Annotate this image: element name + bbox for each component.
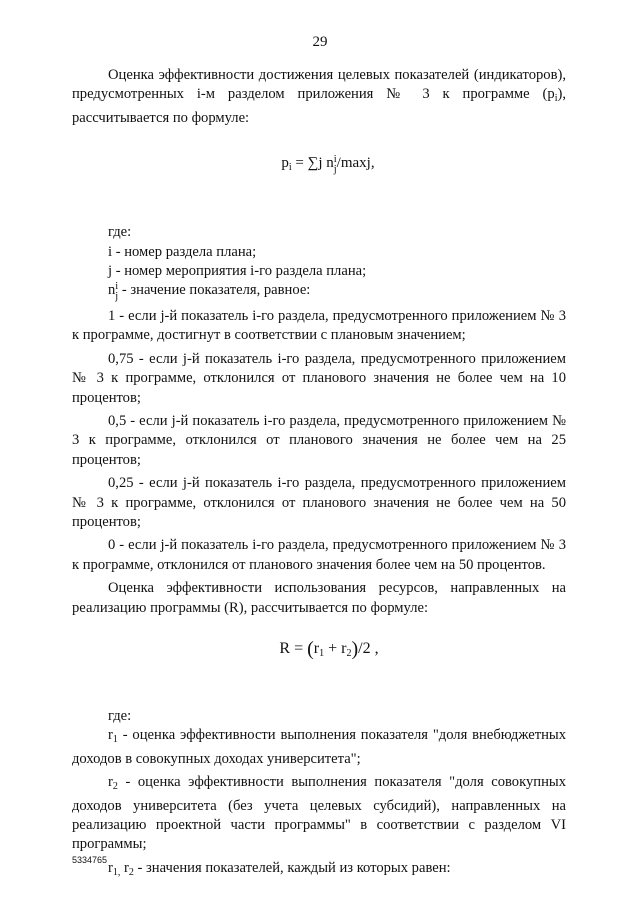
formula-r-close: )	[351, 638, 359, 661]
r1-definition	[72, 726, 566, 769]
formula-r-plus: + r	[324, 640, 347, 658]
r2-definition	[72, 773, 566, 855]
intro-tail: ), рассчитывается по формуле:	[72, 86, 566, 126]
definition-n-sub: j	[115, 291, 119, 303]
definition-n	[72, 281, 566, 303]
formula-p-sub: j	[333, 164, 337, 176]
r2-symbol: r	[108, 774, 113, 791]
definition-n-sup: i	[115, 280, 119, 292]
definition-i: i - номер раздела плана;	[108, 243, 257, 260]
formula-p-sup: i	[333, 153, 337, 165]
formula-p-sum: = ∑j n	[291, 155, 334, 172]
where-label: где:	[108, 224, 132, 241]
document-code: 5334765	[72, 855, 108, 865]
where-label-2: где:	[108, 708, 132, 725]
r1-symbol: r	[108, 727, 113, 744]
r2-subscript: 2	[112, 781, 118, 793]
formula-p-lhs-sub: i	[288, 162, 292, 174]
formula-p	[72, 152, 566, 179]
definition-n-letter: n	[108, 282, 116, 299]
case-025: 0,25 - если j-й показатель i-го раздела, предусмотренного приложением № 3 к программе, отклонился от планового значения не более чем на 50 процентов;	[72, 475, 566, 530]
intro-subscript: i	[554, 93, 558, 105]
formula-r-tail: /2 ,	[358, 640, 379, 658]
r1r2-sub2: 2	[128, 866, 134, 878]
intro-paragraph	[72, 66, 566, 128]
formula-r-r: r	[313, 640, 320, 658]
formula-r-sub2: 2	[346, 648, 352, 660]
formula-r-lhs: R =	[279, 640, 308, 658]
r2-text: - оценка эффективности выполнения показателя "доля совокупных доходов университета (без учета целевых субсидий), направленных на реализацию проектной части программы" в соответствии с разделом VI программы;	[72, 774, 566, 853]
resources-paragraph: Оценка эффективности использования ресурсов, направленных на реализацию программы (R), рассчитывается по формуле:	[72, 580, 566, 616]
r1r2-text: - значения показателей, каждый из которых равен:	[133, 859, 451, 876]
r1-subscript: 1	[112, 734, 118, 746]
r1r2-symbol2: r	[120, 859, 129, 876]
intro-text: Оценка эффективности достижения целевых показателей (индикаторов), предусмотренных i-м разделом приложения № 3 к программе (p	[72, 67, 566, 103]
formula-p-lhs: p	[281, 155, 289, 172]
formula-r-open: (	[307, 638, 314, 661]
case-1: 1 - если j-й показатель i-го раздела, предусмотренного приложением № 3 к программе, достигнут в соответствии с плановым значением;	[72, 307, 566, 344]
page-number: 29	[312, 34, 328, 50]
case-075: 0,75 - если j-й показатель i-го раздела, предусмотренного приложением № 3 к программе, отклонился от планового значения не более чем на 10 процентов;	[72, 350, 566, 406]
formula-r-sub1: 1	[319, 648, 325, 660]
document-body	[72, 66, 566, 882]
formula-r	[72, 638, 566, 665]
r1-text: - оценка эффективности выполнения показателя "доля внебюджетных доходов в совокупных доходах университета";	[72, 727, 566, 767]
r1r2-symbol1: r	[108, 859, 113, 876]
case-05: 0,5 - если j-й показатель i-го раздела, предусмотренного приложением № 3 к программе, отклонился от планового значения не более чем на 25 процентов;	[72, 412, 566, 468]
r1r2-sub1: 1,	[112, 866, 121, 878]
case-0: 0 - если j-й показатель i-го раздела, предусмотренного приложением № 3 к программе, отклонился от планового значения более чем на 50 процентов.	[72, 537, 566, 573]
r1r2-definition	[72, 859, 566, 882]
definition-n-text: - значение показателя, равное:	[118, 282, 311, 299]
definition-j: j - номер мероприятия i-го раздела плана;	[108, 263, 367, 280]
formula-p-tail: /maxj,	[336, 155, 375, 172]
